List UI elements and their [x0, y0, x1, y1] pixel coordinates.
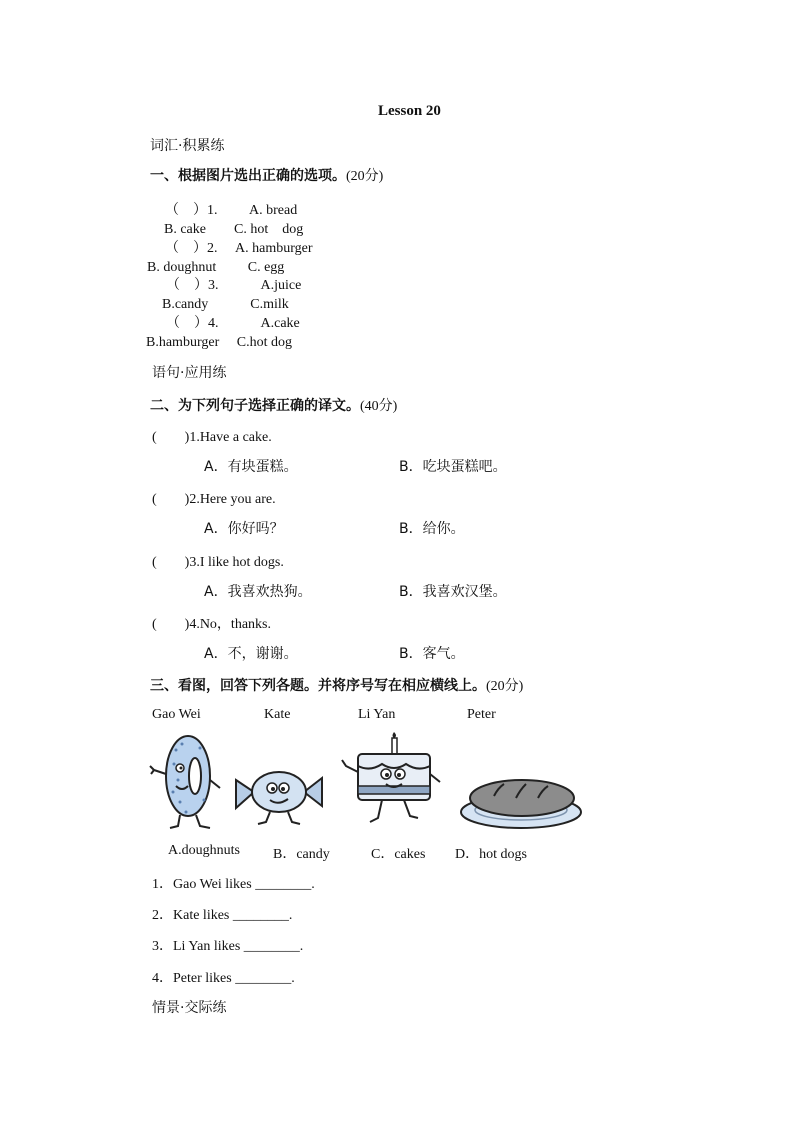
category-vocab: 词汇·积累练	[150, 138, 225, 154]
s2-option-3b: B．我喜欢汉堡。	[399, 584, 507, 600]
section1-heading	[150, 165, 383, 185]
s2-option-3a: A．我喜欢热狗。	[204, 584, 312, 600]
s1-line-1: （ ）1. A. bread	[165, 203, 298, 218]
s2-option-4b: B．客气。	[399, 646, 465, 662]
s3-name-gao-wei: Gao Wei	[152, 707, 201, 722]
s3-option-d: D．hot dogs	[455, 847, 527, 862]
s3-answer-3: 3．Li Yan likes ________.	[152, 939, 304, 954]
s1-line-4: B. doughnut C. egg	[147, 260, 285, 275]
section2-heading	[150, 395, 397, 415]
s2-question-3: ( )3.I like hot dogs.	[152, 555, 284, 570]
s2-option-1b: B．吃块蛋糕吧。	[399, 459, 507, 475]
s3-option-b: B．candy	[273, 847, 330, 862]
s3-answer-1: 1．Gao Wei likes ________.	[152, 877, 315, 892]
s2-question-4: ( )4.No，thanks.	[152, 617, 271, 632]
category-situation: 情景·交际练	[152, 1000, 227, 1016]
s3-name-li-yan: Li Yan	[358, 707, 396, 722]
s2-option-2b: B．给你。	[399, 521, 465, 537]
s3-name-peter: Peter	[467, 707, 496, 722]
category-sentence: 语句·应用练	[152, 365, 227, 381]
s1-line-2: B. cake C. hot dog	[164, 222, 304, 237]
s3-answer-2: 2．Kate likes ________.	[152, 908, 293, 923]
s2-option-2a: A．你好吗？	[204, 521, 284, 537]
section3-heading	[150, 675, 523, 695]
s3-answer-4: 4．Peter likes ________.	[152, 971, 295, 986]
candy-character-icon	[232, 762, 326, 830]
s2-option-4a: A．不，谢谢。	[204, 646, 298, 662]
s1-line-7: （ ）4. A.cake	[166, 316, 300, 331]
s1-line-8: B.hamburger C.hot dog	[146, 335, 292, 350]
page-title: Lesson 20	[378, 103, 441, 119]
section2-points: (40分)	[360, 399, 398, 414]
hot-dog-plate-icon	[458, 770, 584, 832]
s1-line-3: （ ）2. A. hamburger	[165, 241, 313, 256]
section1-heading-text: 一、根据图片选出正确的选项。	[150, 168, 346, 184]
s2-option-1a: A．有块蛋糕。	[204, 459, 298, 475]
s1-line-6: B.candy C.milk	[162, 297, 289, 312]
section2-heading-text: 二、为下列句子选择正确的译文。	[150, 398, 360, 414]
s3-name-kate: Kate	[264, 707, 291, 722]
s1-line-5: （ ）3. A.juice	[166, 278, 302, 293]
section3-heading-text: 三、看图，回答下列各题。并将序号写在相应横线上。	[150, 678, 486, 694]
s2-question-2: ( )2.Here you are.	[152, 492, 276, 507]
doughnut-character-icon	[148, 730, 224, 834]
section1-points: (20分)	[346, 169, 384, 184]
s2-question-1: ( )1.Have a cake.	[152, 430, 272, 445]
cake-character-icon	[340, 732, 444, 832]
s3-option-c: C．cakes	[371, 847, 426, 862]
section3-points: (20分)	[486, 679, 524, 694]
s3-option-a: A.doughnuts	[168, 843, 240, 858]
